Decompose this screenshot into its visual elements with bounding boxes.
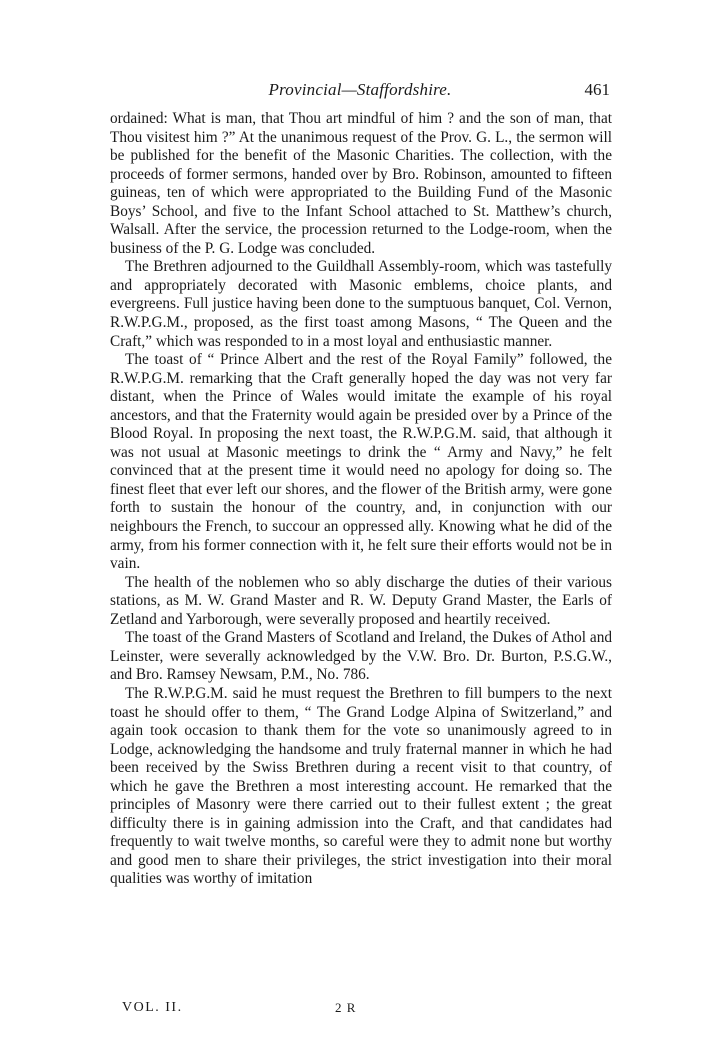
page-footer [110,1000,612,1022]
volume-label: VOL. II. [122,1000,183,1015]
paragraph: The toast of the Grand Masters of Scotland and Ireland, the Dukes of Athol and Leinster, were severally acknowledged by the V.W. Bro. Dr. Burton, P.S.G.W., and Bro. Ramsey Newsam, P.M., No. 786. [110,629,612,684]
paragraph: The Brethren adjourned to the Guildhall Assembly-room, which was tastefully and appropriately decorated with Masonic emblems, choice plants, and evergreens. Full justice having been done to the sumptuous banquet, Col. Vernon, R.W.P.G.M., proposed, as the first toast among Masons, “ The Queen and the Craft,” which was responded to in a most loyal and enthusiastic manner. [110,258,612,350]
paragraph: The toast of “ Prince Albert and the rest of the Royal Family” followed, the R.W.P.G.M. remarking that the Craft generally hoped the day was not very far distant, when the Prince of Wales would imitate the example of his royal ancestors, and that the Fraternity would again be presided over by a Prince of the Blood Royal. In proposing the next toast, the R.W.P.G.M. said, that although it was not usual at Masonic meetings to drink the “ Army and Navy,” he felt convinced that at the present time it would need no apology for doing so. The finest fleet that ever left our shores, and the flower of the British army, were gone forth to sustain the honour of the country, and, in conjunction with our neighbours the French, to succour an oppressed ally. Knowing what he did of the army, from his former connection with it, he felt sure their efforts would not be in vain. [110,351,612,573]
running-title: Provincial—Staffordshire. [268,80,452,99]
article-body [110,110,612,889]
paragraph: The R.W.P.G.M. said he must request the Brethren to fill bumpers to the next toast he should offer to them, “ The Grand Lodge Alpina of Switzerland,” and again took occasion to thank them for the vote so unanimously agreed to in Lodge, acknowledging the handsome and truly fraternal manner in which he had been received by the Swiss Brethren during a recent visit to that country, of which he gave the Brethren a most interesting account. He remarked that the principles of Masonry were there carried out to their fullest extent ; the great difficulty there is in gaining admission into the Craft, and that candidates had frequently to wait twelve months, so careful were they to admit none but worthy and good men to share their privileges, the strict investigation into their moral qualities was worthy of imitation [110,684,612,888]
page-header [110,80,610,104]
paragraph: ordained: What is man, that Thou art mindful of him ? and the son of man, that Thou visitest him ?” At the unanimous request of the Prov. G. L., the sermon will be published for the benefit of the Masonic Charities. The collection, with the proceeds of former sermons, handed over by Bro. Robinson, amounted to fifteen guineas, ten of which were appropriated to the Building Fund of the Masonic Boys’ School, and five to the Infant School attached to St. Matthew’s church, Walsall. After the service, the procession returned to the Lodge-room, when the business of the P. G. Lodge was concluded. [110,110,612,257]
signature-mark: 2 R [335,1000,357,1015]
paragraph: The health of the noblemen who so ably discharge the duties of their various stations, as M. W. Grand Master and R. W. Deputy Grand Master, the Earls of Zetland and Yarborough, were severally proposed and heartily received. [110,573,612,628]
page-number: 461 [584,80,610,99]
